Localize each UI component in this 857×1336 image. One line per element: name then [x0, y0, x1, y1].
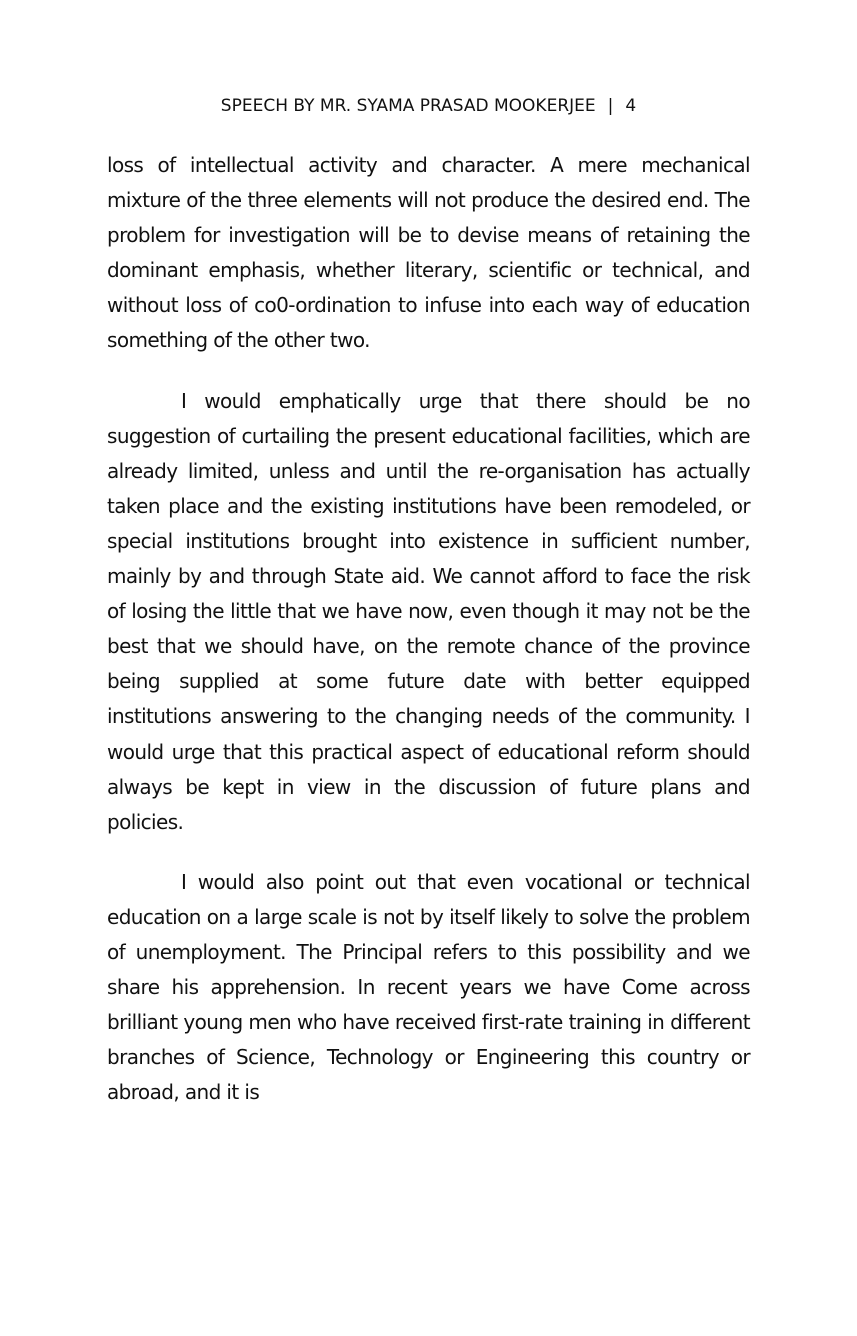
- body-text: [107, 148, 750, 1110]
- running-header: [0, 96, 857, 116]
- header-separator: |: [607, 96, 614, 116]
- paragraph-continuation: loss of intellectual activity and character. A mere mechanical mixture of the three elements will not produce the desired end. The problem for investigation will be to devise means of retaining the dominant emphasis, whether literary, scientific or technical, and without loss of co0-ordination to infuse into each way of education something of the other two.: [107, 153, 750, 353]
- page-number: 4: [625, 96, 637, 116]
- header-title: SPEECH BY MR. SYAMA PRASAD MOOKERJEE: [220, 96, 596, 116]
- paragraph-unemployment: I would also point out that even vocational or technical education on a large scale is not by itself likely to solve the problem of unemployment. The Principal refers to this possibility and we share his apprehension. In recent years we have Come across brilliant young men who have received first-rate training in different branches of Science, Technology or Engineering this country or abroad, and it is: [107, 869, 750, 1105]
- paragraph-educational-facilities: I would emphatically urge that there should be no suggestion of curtailing the present educational facilities, which are already limited, unless and until the re-organisation has actually taken place and the existing institutions have been remodeled, or special institutions brought into existence in sufficient number, mainly by and through State aid. We cannot afford to face the risk of losing the little that we have now, even though it may not be the best that we should have, on the remote chance of the province being supplied at some future date with better equipped institutions answering to the changing needs of the community. I would urge that this practical aspect of educational reform should always be kept in view in the discussion of future plans and policies.: [107, 388, 750, 834]
